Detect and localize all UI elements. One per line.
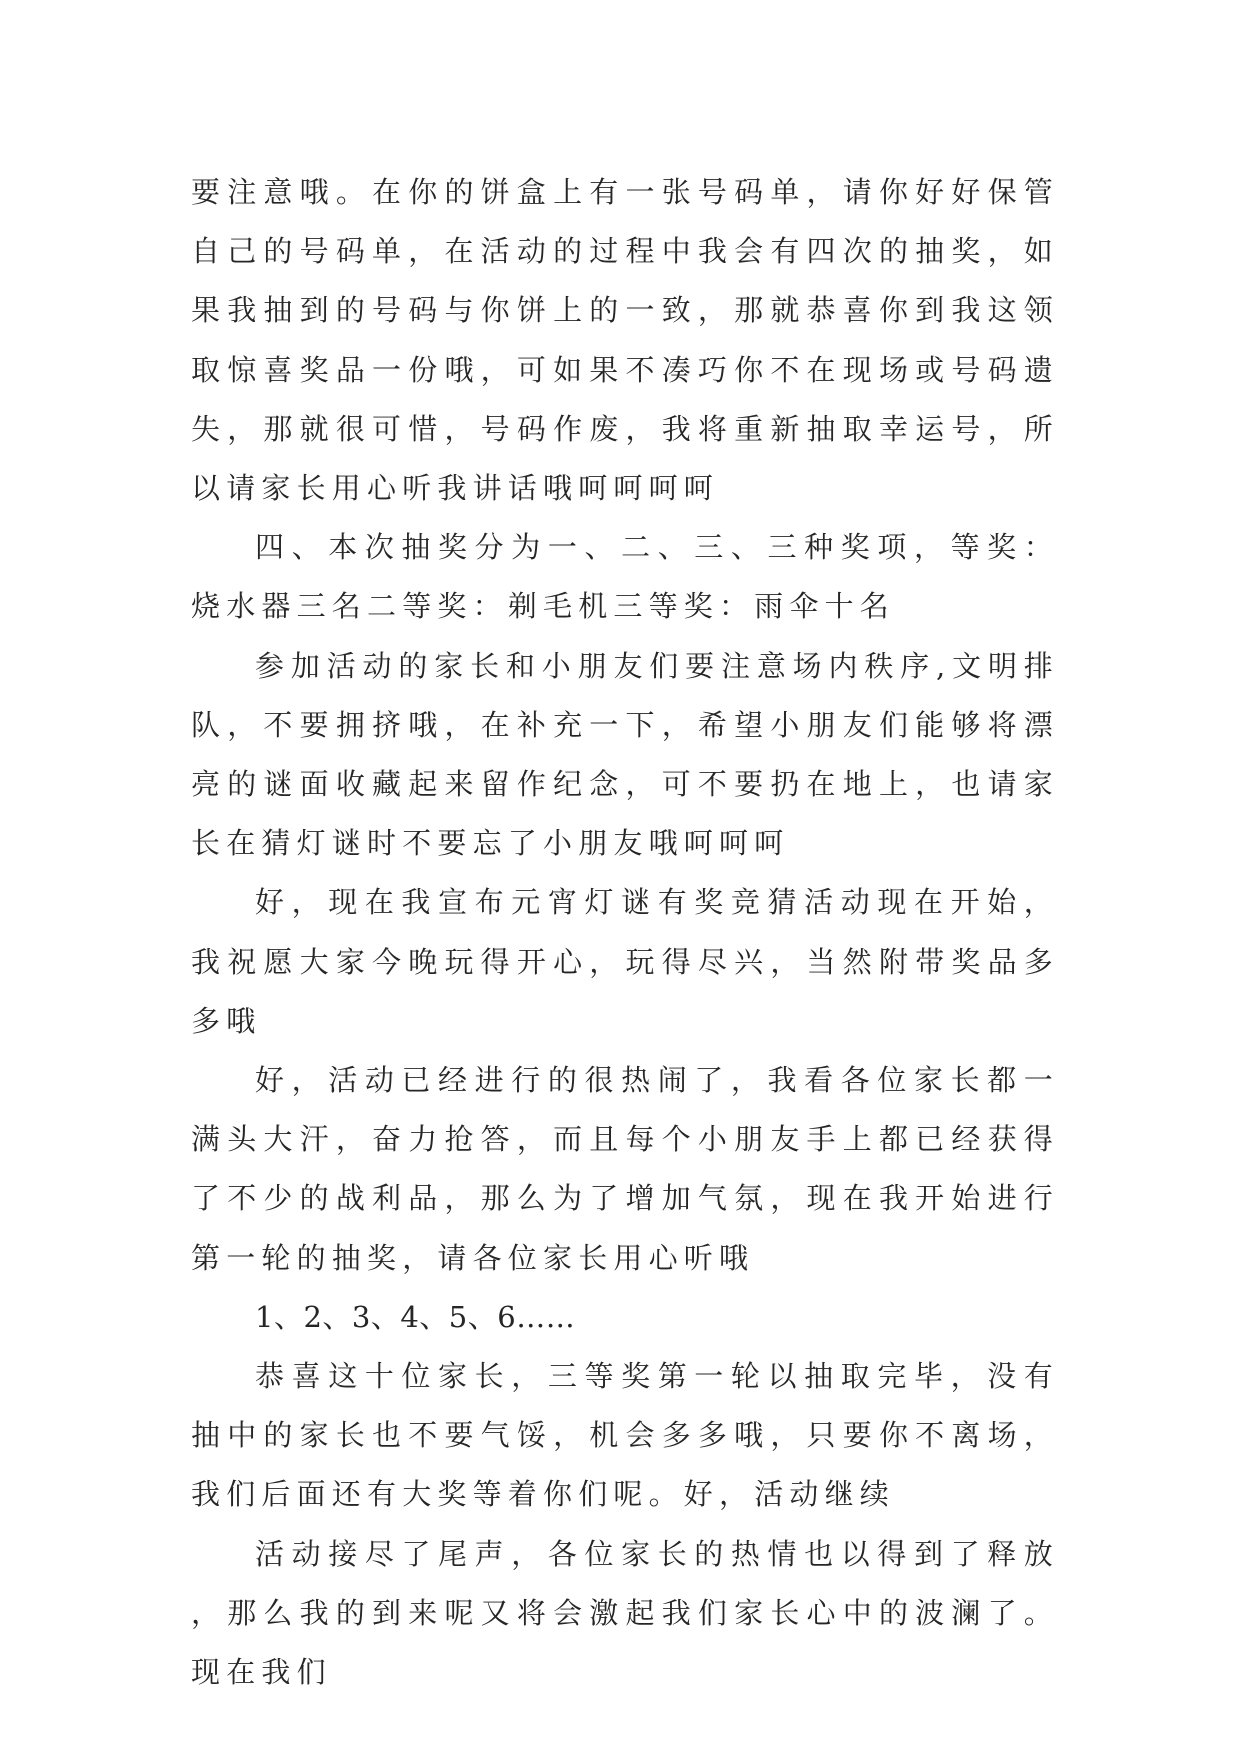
paragraph-first-draw: 好，活动已经进行的很热闹了，我看各位家长都一满头大汗，奋力抢答，而且每个小朋友手上都已经获得了不少的战利品，那么为了增加气氛，现在我开始进行第一轮的抽奖，请各位家长用心听哦	[191, 1063, 1059, 1275]
paragraph-prize-categories: 四、本次抽奖分为一、二、三、三种奖项，等奖：烧水器三名二等奖：剃毛机三等奖：雨伞十名	[191, 530, 1059, 624]
paragraph-number-list: 1、2、3、4、5、6……	[255, 1299, 576, 1334]
paragraph-order-notice: 参加活动的家长和小朋友们要注意场内秩序,文明排队，不要拥挤哦，在补充一下，希望小朋友们能够将漂亮的谜面收藏起来留作纪念，可不要扔在地上，也请家长在猜灯谜时不要忘了小朋友哦呵呵呵	[191, 648, 1059, 861]
paragraph-congratulations: 恭喜这十位家长，三等奖第一轮以抽取完毕，没有抽中的家长也不要气馁，机会多多哦，只要你不离场，我们后面还有大奖等着你们呢。好，活动继续	[191, 1359, 1059, 1512]
paragraph-lottery-rules: 要注意哦。在你的饼盒上有一张号码单，请你好好保管自己的号码单，在活动的过程中我会有四次的抽奖，如果我抽到的号码与你饼上的一致，那就恭喜你到我这领取惊喜奖品一份哦，可如果不凑巧你不在现场或号码遗失，那就很可惜，号码作废，我将重新抽取幸运号，所以请家长用心听我讲话哦呵呵呵呵	[191, 175, 1059, 506]
paragraph-activity-start: 好，现在我宣布元宵灯谜有奖竞猜活动现在开始，我祝愿大家今晚玩得开心，玩得尽兴，当然附带奖品多多哦	[191, 885, 1059, 1038]
paragraph-ending: 活动接尽了尾声，各位家长的热情也以得到了释放，那么我的到来呢又将会激起我们家长心中的波澜了。现在我们	[191, 1536, 1059, 1690]
document-page	[191, 163, 1059, 1702]
